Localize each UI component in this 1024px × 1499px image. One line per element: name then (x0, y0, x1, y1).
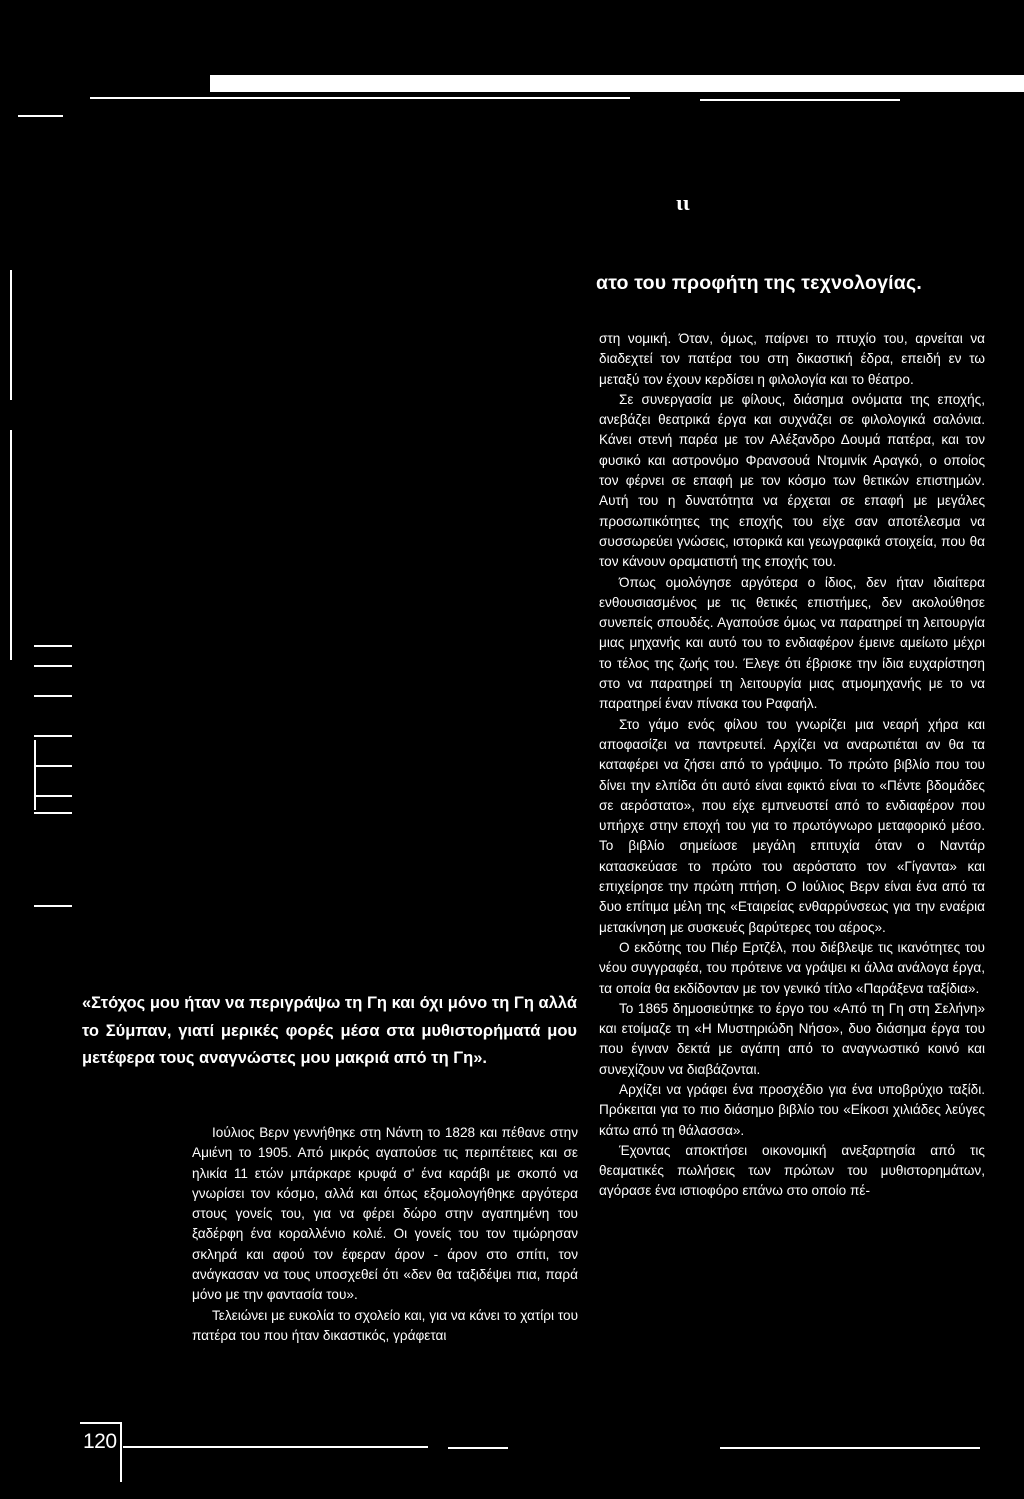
right-column (599, 329, 985, 1202)
paragraph: Στο γάμο ενός φίλου του γνωρίζει μια νεαρή χήρα και αποφασίζει να παντρευτεί. Αρχίζει να αναρωτιέται αν θα τα καταφέρει να ζήσει από το γράψιμο. Το πρώτο βιβλίο που του δίνει την ελπίδα ότι αυτό είναι εφικτό είναι το «Πέντε βδομάδες σε αερόστατο», που είχε εμπνευστεί από το ενδιαφέρον που υπήρχε στην εποχή του για το πρωτόγνωρο μεταφορικό μέσο. Το βιβλίο σημείωσε μεγάλη επιτυχία όταν ο Ναντάρ κατασκεύασε το πρώτο του αερόστατο τον «Γίγαντα» και επιχείρησε την πρώτη πτήση. Ο Ιούλιος Βερν είναι ένα από τα δυο επίτιμα μέλη της «Εταιρείας ενθαρρύνσεως για την εναέρια μετακίνηση με συσκευές βαρύτερες του αέρος». (599, 716, 985, 935)
side-mark-vertical (34, 740, 36, 810)
left-edge-rule-lower (10, 430, 12, 660)
paragraph: Το 1865 δημοσιεύτηκε το έργο του «Από τη Γη στη Σελήνη» και ετοίμαζε τη «Η Μυστηριώδη Νήσο», δυο διάσημα έργα του που έγιναν δεκτά με αγάπη από το αναγνωστικό κοινό και συνεχίζουν να διαβάζονται. (599, 1000, 985, 1077)
side-mark (34, 905, 72, 907)
side-mark (34, 795, 72, 797)
paragraph: Έχοντας αποκτήσει οικονομική ανεξαρτησία από τις θεαματικές πωλήσεις των πρώτων του μυθιστορημάτων, αγόρασε ένα ιστιοφόρο επάνω στο οποίο πέ- (599, 1142, 985, 1199)
top-thin-rule-short (18, 115, 63, 117)
page-number-frame (120, 1422, 122, 1482)
paragraph: Σε συνεργασία με φίλους, διάσημα ονόματα της εποχής, ανεβάζει θεατρικά έργα και συχνάζει σε φιλολογικά σαλόνια. Κάνει στενή παρέα με τον Αλέξανδρο Δουμά πατέρα, και τον φυσικό και αστρονόμο Φρανσουά Ντομινίκ Αραγκό, ο οποίος τον φέρνει σε επαφή με τον κόσμο των θετικών επιστημών. Αυτή του η δυνατότητα να έρχεται σε επαφή με μεγάλες προσωπικότητες της εποχής του είχε σαν αποτέλεσμα να συσσωρεύει γνώσεις, ιστορικά και γεωγραφικά στοιχεία, που θα τον κάνουν οραματιστή της εποχής του. (599, 391, 985, 570)
paragraph: Αρχίζει να γράφει ένα προσχέδιο για ένα υποβρύχιο ταξίδι. Πρόκειται για το πιο διάσημο βιβλίο του «Είκοσι χιλιάδες λεύγες κάτω από τη θάλασσα». (599, 1081, 985, 1138)
left-column (192, 1123, 578, 1346)
bottom-rule-right (448, 1447, 508, 1449)
side-mark (34, 695, 72, 697)
page-number: 120 (83, 1430, 117, 1453)
page-number-frame-top (80, 1422, 122, 1424)
paragraph: Όπως ομολόγησε αργότερα ο ίδιος, δεν ήταν ιδιαίτερα ενθουσιασμένος με τις θετικές επιστήμες, δεν ακολούθησε συνεπείς σπουδές. Αγαπούσε όμως να παρατηρεί τη λειτουργία μιας μηχανής και αυτό του το ενδιαφέρον έμεινε αμείωτο μέχρι το τέλος της ζωής του. Έλεγε ότι έβρισκε την ίδια ευχαρίστηση στο να παρατηρεί τη λειτουργία μιας ατμομηχανής με το να παρατηρεί έναν πίνακα του Ραφαήλ. (599, 574, 985, 712)
header-glyph: ιι (676, 190, 690, 215)
headline: ατο του προφήτη της τεχνολογίας. (596, 272, 922, 294)
paragraph: στη νομική. Όταν, όμως, παίρνει το πτυχίο του, αρνείται να διαδεχτεί τον πατέρα του στη δικαστική έδρα, επειδή εν τω μεταξύ τον έχουν κερδίσει η φιλολογία και το θέατρο. (599, 331, 985, 387)
side-mark (34, 665, 72, 667)
side-mark (34, 812, 72, 814)
side-mark (34, 765, 72, 767)
top-thin-rule-right (700, 99, 900, 101)
pull-quote: «Στόχος μου ήταν να περιγράψω τη Γη και όχι μόνο τη Γη αλλά το Σύμπαν, γιατί μερικές φορές μέσα στα μυθιστορήματά μου μετέφερα τους αναγνώστες μου μακριά από τη Γη». (82, 994, 577, 1067)
bottom-rule-far (720, 1447, 980, 1449)
top-thin-rule (90, 97, 630, 99)
paragraph: Ιούλιος Βερν γεννήθηκε στη Νάντη το 1828 και πέθανε στην Αμιένη το 1905. Από μικρός αγαπούσε τις περιπέτειες και σε ηλικία 11 ετών μπάρκαρε κρυφά σ' ένα καράβι με σκοπό να γνωρίσει τον κόσμο, αλλά και όπως εξομολογήθηκε αργότερα στους γονείς του, για να φέρει δώρο στην αγαπημένη του ξαδέρφη ένα κοραλλένιο κολιέ. Οι γονείς του τον τιμώρησαν σκληρά και αφού τον έφεραν άρον - άρον στο σπίτι, τον ανάγκασαν να τους υποσχεθεί ότι «δεν θα ταξιδέψει πια, παρά μόνο με την φαντασία του». (192, 1125, 578, 1303)
left-edge-rule (10, 270, 12, 400)
side-mark (34, 645, 72, 647)
paragraph: Ο εκδότης του Πιέρ Ερτζέλ, που διέβλεψε τις ικανότητες του νέου συγγραφέα, του πρότεινε να γράψει κι άλλα ανάλογα έργα, τα οποία θα εκδίδονταν με τον γενικό τίτλο «Παράξενα ταξίδια». (599, 939, 985, 996)
paragraph: Τελειώνει με ευκολία το σχολείο και, για να κάνει το χατίρι του πατέρα του που ήταν δικαστικός, γράφεται (192, 1307, 578, 1343)
top-rule (210, 75, 1024, 92)
bottom-rule (123, 1446, 428, 1448)
side-mark (34, 735, 72, 737)
